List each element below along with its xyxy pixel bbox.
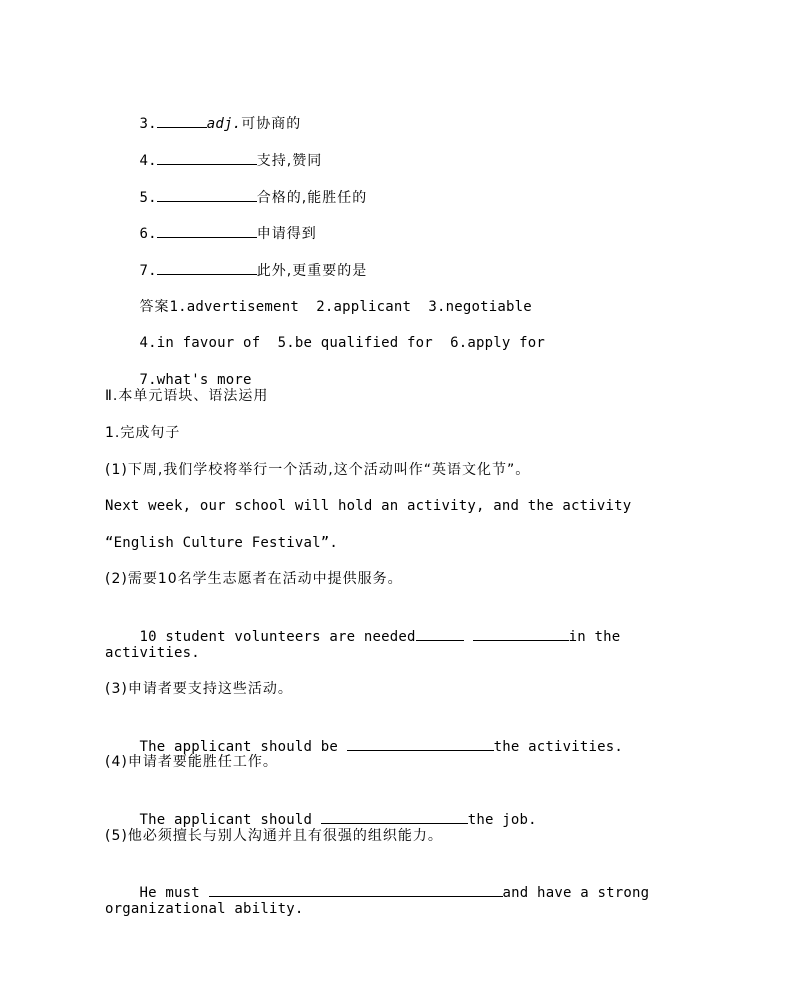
sentence-text: 10 student volunteers are needed bbox=[139, 629, 416, 645]
sentence-5-chinese: (5)他必须擅长与别人沟通并且有很强的组织能力。 bbox=[105, 828, 443, 844]
vocab-meaning: 支持,赞同 bbox=[256, 153, 323, 169]
vocab-number: 5. bbox=[139, 190, 157, 206]
answer-blank bbox=[157, 260, 257, 275]
sentence-text: the activities. bbox=[493, 739, 624, 755]
answer-label: 答案 bbox=[139, 299, 170, 315]
sentence-1-chinese: (1)下周,我们学校将举行一个活动,这个活动叫作“英语文化节”。 bbox=[105, 462, 531, 478]
sentence-1-english: Next week, our school will hold an activity, and the activity bbox=[105, 498, 632, 514]
sentence-4-chinese: (4)申请者要能胜任工作。 bbox=[105, 754, 278, 770]
vocab-meaning: 可协商的 bbox=[241, 116, 302, 132]
vocab-meaning: 申请得到 bbox=[256, 226, 317, 242]
vocab-number: 3. bbox=[139, 116, 157, 132]
vocab-meaning: 此外,更重要的是 bbox=[256, 263, 368, 279]
answer-blank bbox=[157, 150, 257, 165]
answer-blank bbox=[321, 809, 468, 824]
sentence-text: The applicant should be bbox=[139, 739, 347, 755]
sentence-text: He must bbox=[139, 885, 209, 901]
answer-blank bbox=[209, 882, 503, 897]
sentence-2-chinese: (2)需要10名学生志愿者在活动中提供服务。 bbox=[105, 571, 403, 587]
answer-blank bbox=[416, 626, 464, 641]
section-heading: Ⅱ.本单元语块、语法运用 bbox=[105, 388, 269, 404]
sentence-text: in the bbox=[568, 629, 621, 645]
sentence-1-english-cont: “English Culture Festival”. bbox=[105, 535, 338, 551]
sentence-text: The applicant should bbox=[139, 812, 321, 828]
sentence-2-english-cont: activities. bbox=[105, 645, 200, 661]
answer-blank bbox=[157, 187, 257, 202]
answer-blank bbox=[347, 736, 494, 751]
answer-text: 7.what's more bbox=[139, 372, 252, 388]
sentence-text: the job. bbox=[467, 812, 537, 828]
sentence-3-chinese: (3)申请者要支持这些活动。 bbox=[105, 681, 293, 697]
answer-blank bbox=[473, 626, 569, 641]
answer-blank bbox=[157, 113, 207, 128]
answer-text: 4.in favour of 5.be qualified for 6.apply for bbox=[139, 335, 546, 351]
vocab-number: 6. bbox=[139, 226, 157, 242]
sentence-text: and have a strong bbox=[502, 885, 650, 901]
vocab-number: 7. bbox=[139, 263, 157, 279]
vocab-meaning: 合格的,能胜任的 bbox=[256, 190, 368, 206]
sentence-5-english-cont: organizational ability. bbox=[105, 901, 304, 917]
answer-text: 1.advertisement 2.applicant 3.negotiable bbox=[169, 299, 532, 315]
answer-blank bbox=[157, 223, 257, 238]
vocab-number: 4. bbox=[139, 153, 157, 169]
subsection-heading: 1.完成句子 bbox=[105, 425, 181, 441]
part-of-speech: adj. bbox=[206, 116, 242, 132]
